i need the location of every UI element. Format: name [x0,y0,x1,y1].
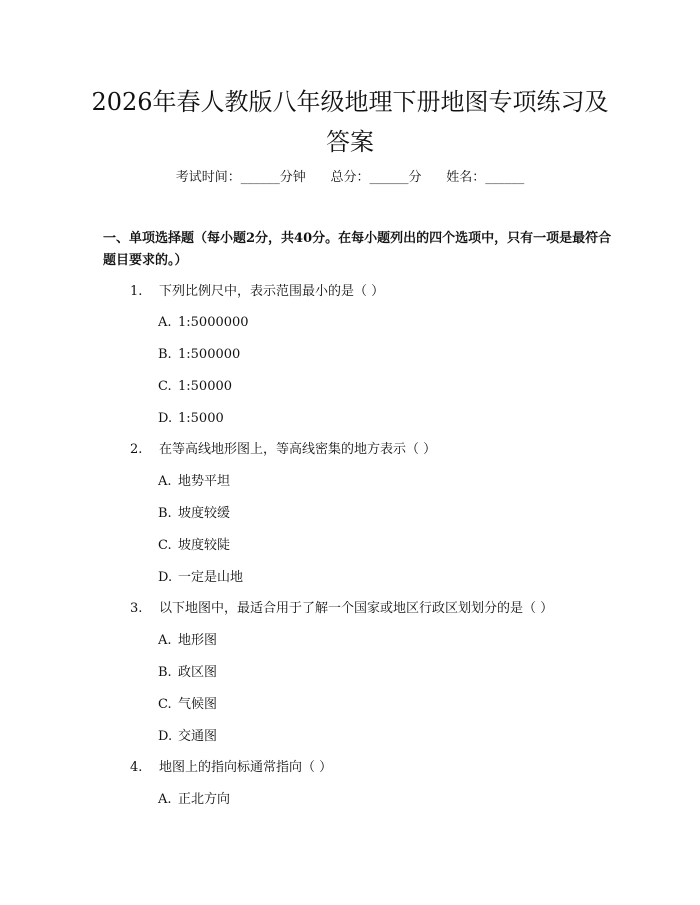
option-b [158,664,217,682]
option-letter: B. [158,665,172,680]
option-text: 坡度较缓 [178,506,231,521]
option-letter: D. [158,729,173,744]
option-a [158,632,217,650]
option-text: 1:50000 [178,379,233,394]
option-d [158,728,217,746]
question-stem: 地图上的指向标通常指向（ ） [159,760,333,775]
option-text: 1:5000000 [178,315,249,330]
option-text: 坡度较陡 [178,538,231,553]
question-stem: 下列比例尺中，表示范围最小的是（ ） [159,284,385,299]
section-heading: 一、单项选择题（每小题2分，共40分。在每小题列出的四个选项中，只有一项是最符合题目要求的。） [103,231,612,268]
option-letter: B. [158,347,172,362]
exam-info-line: 考试时间：______分钟 总分：______分 姓名：______ [175,170,525,185]
option-letter: A. [158,792,172,807]
option-letter: C. [158,697,172,712]
option-text: 气候图 [178,697,218,712]
option-c [158,537,230,555]
option-text: 地形图 [178,633,218,648]
question-number: 2. [130,442,143,457]
option-b [158,346,240,364]
option-letter: D. [158,570,173,585]
option-a [158,791,230,809]
option-letter: D. [158,411,173,426]
option-c [158,696,217,714]
question-number: 3. [130,601,143,616]
question-stem: 在等高线地形图上，等高线密集的地方表示（ ） [159,442,437,457]
question-number: 4. [130,760,143,775]
page-title: 2026年春人教版八年级地理下册地图专项练习及答案 [91,88,609,156]
option-letter: A. [158,474,172,489]
option-b [158,505,230,523]
option-text: 政区图 [178,665,218,680]
option-c [158,378,232,396]
option-text: 地势平坦 [178,474,231,489]
option-text: 正北方向 [178,792,231,807]
option-a [158,473,230,491]
option-text: 1:500000 [178,347,241,362]
option-d [158,410,224,428]
option-text: 一定是山地 [178,570,244,585]
option-a [158,314,249,332]
option-letter: C. [158,379,172,394]
option-letter: B. [158,506,172,521]
option-letter: A. [158,633,172,648]
question-number: 1. [130,284,143,299]
option-d [158,569,243,587]
question-stem: 以下地图中，最适合用于了解一个国家或地区行政区划划分的是（ ） [159,601,554,616]
option-text: 1:5000 [178,411,224,426]
option-letter: C. [158,538,172,553]
option-text: 交通图 [178,729,218,744]
option-letter: A. [158,315,172,330]
